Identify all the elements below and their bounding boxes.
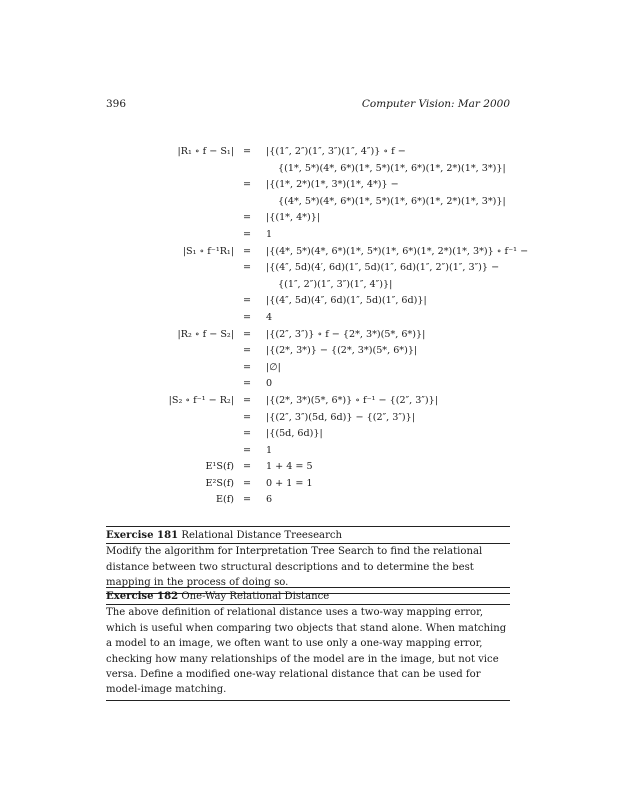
exercise-body: The above definition of relational distance uses a two-way mapping error, which is useful when comparing two objects that stand alone. When matching a model to an image, we often want to use only a one-way mapping error, checking how many relationships of the model are in the image, but not vice versa. Define a modified one-way relational distance that can be used for model-image matching.	[106, 605, 510, 700]
equation-operator: =	[243, 245, 252, 257]
equation-lhs: |S₂ ∘ f⁻¹ − R₂|	[168, 394, 234, 406]
equation-row	[106, 461, 516, 478]
equation-operator: =	[243, 444, 252, 456]
equation-rhs: 1	[266, 444, 273, 456]
equation-lhs: |S₁ ∘ f⁻¹R₁|	[182, 245, 234, 257]
equation-row	[106, 345, 516, 362]
equation-row	[106, 196, 516, 213]
equation-operator: =	[243, 179, 252, 191]
equation-lhs: E²S(f)	[205, 477, 234, 489]
equation-operator: =	[243, 461, 252, 473]
exercise-title	[106, 588, 510, 605]
equation-row	[106, 312, 516, 329]
equation-rhs: |{(1*, 2*)(1*, 3*)(1*, 4*)} −	[266, 179, 399, 191]
running-head: Computer Vision: Mar 2000	[361, 98, 510, 110]
equation-lhs: |R₂ ∘ f − S₂|	[177, 328, 234, 340]
equation-operator: =	[243, 311, 252, 323]
equation-row	[106, 295, 516, 312]
equation-operator: =	[243, 228, 252, 240]
exercise-title-text: One-Way Relational Distance	[181, 591, 330, 602]
equation-rhs: |{(2″, 3″)(5d, 6d)} − {(2″, 3″)}|	[266, 411, 416, 423]
equation-operator: =	[243, 345, 252, 357]
equation-operator: =	[243, 328, 252, 340]
equation-row	[106, 478, 516, 495]
equation-block	[106, 146, 529, 511]
equation-row	[106, 329, 516, 346]
equation-rhs: {(1″, 2″)(1″, 3″)(1″, 4″)}|	[278, 278, 393, 290]
exercise-title	[106, 527, 510, 544]
equation-row	[106, 378, 516, 395]
exercise-label: Exercise 182	[106, 591, 179, 602]
equation-rhs: 1 + 4 = 5	[266, 461, 313, 473]
equation-row	[106, 395, 516, 412]
equation-row	[106, 229, 516, 246]
equation-operator: =	[243, 428, 252, 440]
equation-row	[106, 412, 516, 429]
equation-rhs: |{(4*, 5*)(4*, 6*)(1*, 5*)(1*, 6*)(1*, 2*)(1*, 3*)} ∘ f⁻¹ −	[266, 245, 529, 257]
equation-rhs: {(1*, 5*)(4*, 6*)(1*, 5*)(1*, 6*)(1*, 2*)(1*, 3*)}|	[278, 162, 506, 174]
equation-rhs: 0	[266, 378, 273, 390]
equation-operator: =	[243, 494, 252, 506]
page-number: 396	[106, 98, 127, 110]
equation-rhs: |{(1*, 4*)}|	[266, 212, 321, 224]
equation-lhs: E¹S(f)	[205, 461, 234, 473]
equation-row	[106, 179, 516, 196]
equation-rhs: |{(1″, 2″)(1″, 3″)(1″, 4″)} ∘ f −	[266, 146, 406, 157]
equation-operator: =	[243, 361, 252, 373]
equation-rhs: |{(2″, 3″)} ∘ f − {2*, 3*)(5*, 6*)}|	[266, 328, 426, 340]
equation-row	[106, 163, 516, 180]
equation-rhs: |{(2*, 3*)} − {(2*, 3*)(5*, 6*)}|	[266, 345, 418, 357]
equation-rhs: |{(4″, 5d)(4′, 6d)(1″, 5d)(1″, 6d)(1″, 2″)(1″, 3″)} −	[266, 262, 500, 274]
equation-row	[106, 279, 516, 296]
equation-row	[106, 445, 516, 462]
equation-operator: =	[243, 146, 252, 157]
equation-rhs: |{(2*, 3*)(5*, 6*)} ∘ f⁻¹ − {(2″, 3″)}|	[266, 394, 439, 406]
equation-operator: =	[243, 411, 252, 423]
equation-operator: =	[243, 212, 252, 224]
equation-operator: =	[243, 477, 252, 489]
equation-row	[106, 212, 516, 229]
equation-row	[106, 494, 516, 511]
equation-rhs: 6	[266, 494, 273, 506]
equation-rhs: 0 + 1 = 1	[266, 477, 313, 489]
exercise-body: Modify the algorithm for Interpretation Tree Search to find the relational distance between two structural descriptions and to determine the best mapping in the process of doing so.	[106, 544, 510, 593]
equation-row	[106, 245, 529, 263]
equation-operator: =	[243, 295, 252, 307]
exercise-box-181	[106, 526, 510, 594]
equation-rhs: {(4*, 5*)(4*, 6*)(1*, 5*)(1*, 6*)(1*, 2*)(1*, 3*)}|	[278, 195, 506, 207]
equation-lhs: E(f)	[215, 494, 234, 506]
exercise-title-text: Relational Distance Treesearch	[181, 530, 343, 541]
equation-rhs: |{(4″, 5d)(4″, 6d)(1″, 5d)(1″, 6d)}|	[266, 295, 427, 307]
equation-rhs: 1	[266, 228, 273, 240]
equation-rhs: |∅|	[266, 361, 281, 373]
equation-row	[106, 362, 516, 379]
equation-rhs: |{(5d, 6d)}|	[266, 428, 323, 440]
equation-operator: =	[243, 378, 252, 390]
equation-row	[106, 146, 516, 163]
exercise-label: Exercise 181	[106, 530, 179, 541]
exercise-box-182	[106, 587, 510, 701]
equation-operator: =	[243, 262, 252, 274]
equation-row	[106, 428, 516, 445]
equation-lhs: |R₁ ∘ f − S₁|	[177, 146, 234, 157]
equation-rhs: 4	[266, 311, 273, 323]
equation-operator: =	[243, 394, 252, 406]
equation-row	[106, 262, 516, 279]
